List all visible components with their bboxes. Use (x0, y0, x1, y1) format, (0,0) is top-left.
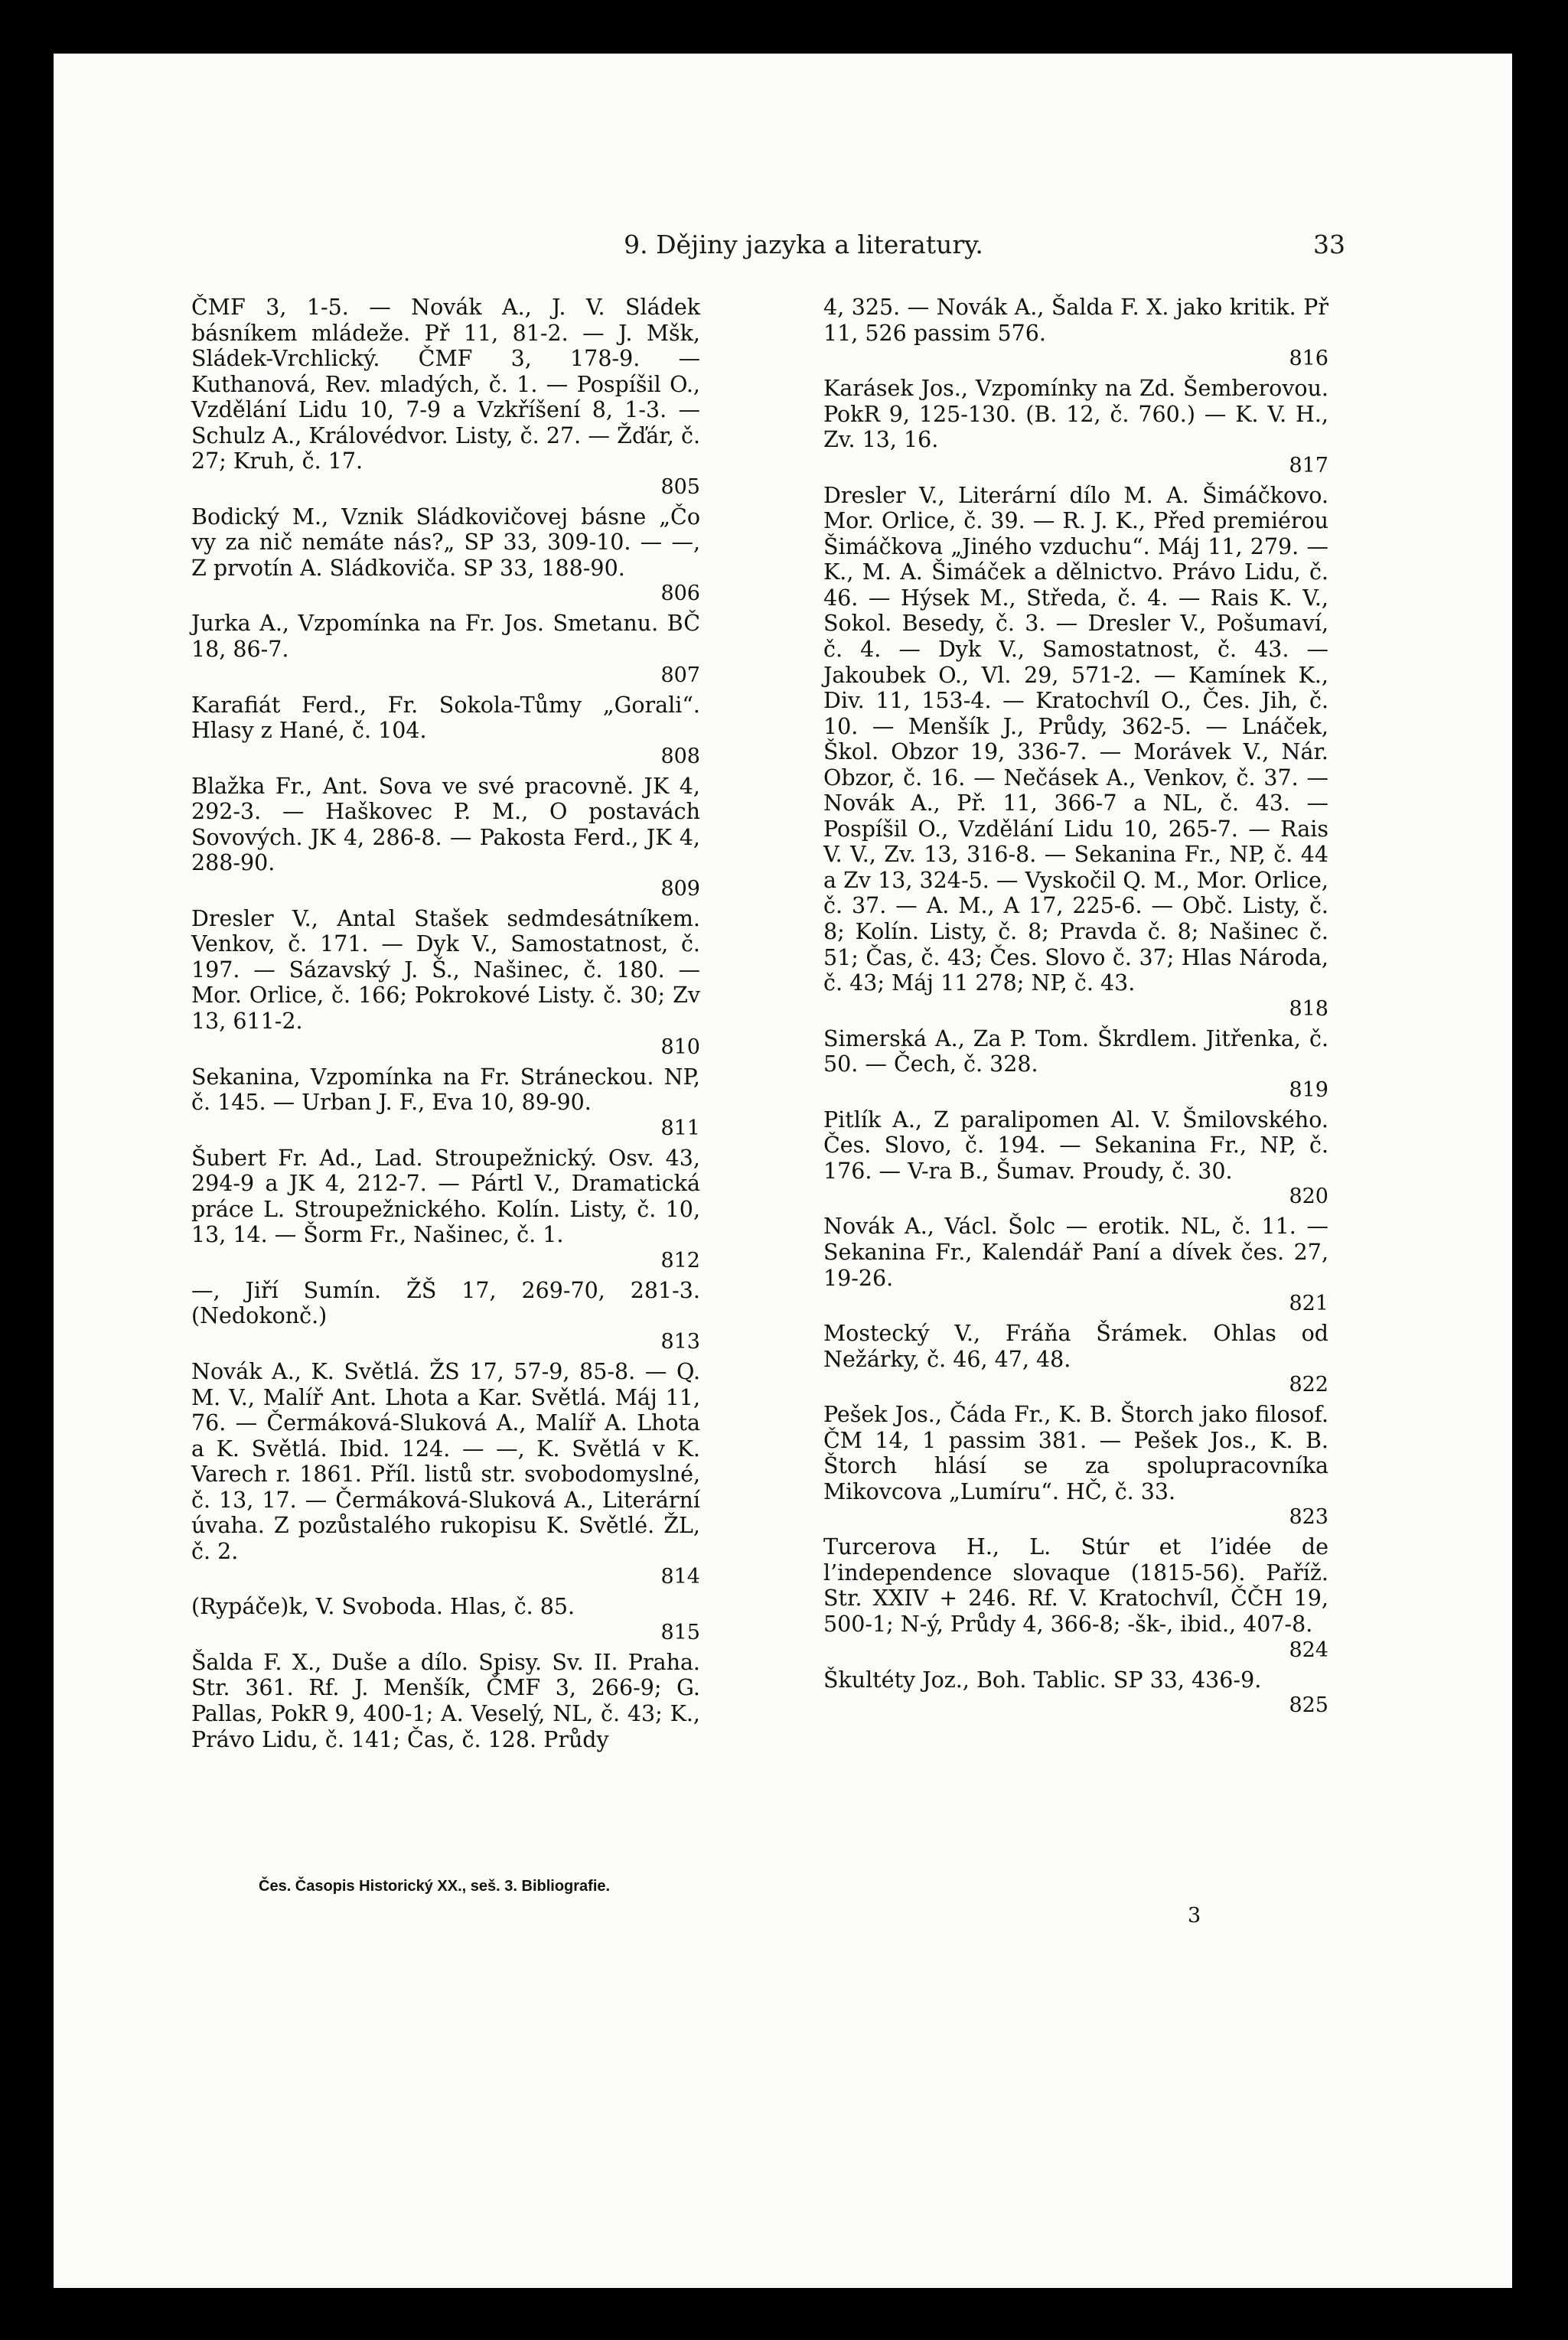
running-head-title: 9. Dějiny jazyka a literatury. (624, 230, 983, 259)
entry-text: Turcerova H., L. Stúr et l’idée de l’independence slovaque (1815-56). Paříž. Str. XXIV + 246. Rf. V. Kratochvíl, ČČH 19, 500-1; N-ý, Průdy 4, 366-8; -šk-, ibid., 407-8. (823, 1534, 1328, 1637)
bibliography-entry (191, 906, 700, 1060)
bibliography-entry (191, 1594, 700, 1645)
bibliography-entry (823, 1026, 1328, 1103)
entry-text: Blažka Fr., Ant. Sova ve své pracovně. JK 4, 292-3. — Haškovec P. M., O postavách Sovových. JK 4, 286-8. — Pakosta Ferd., JK 4, 288-90. (191, 773, 700, 876)
entry-text: Dresler V., Antal Stašek sedmdesátníkem. Venkov, č. 171. — Dyk V., Samostatnost, č. 197. — Sázavský J. Š., Našinec, č. 180. — Mor. Orlice, č. 166; Pokrokové Listy. č. 30; Zv 13, 611-2. (191, 905, 700, 1035)
entry-text: ČMF 3, 1-5. — Novák A., J. V. Sládek básníkem mládeže. Př 11, 81-2. — J. Mšk, Sládek-Vrchlický. ČMF 3, 178-9. — Kuthanová, Rev. mladých, č. 1. — Pospíšil O., Vzdělání Lidu 10, 7-9 a Vzkříšení 8, 1-3. — Schulz A., Královédvor. Listy, č. 27. — Žďár, č. 27; Kruh, č. 17. (191, 295, 700, 474)
entry-number: 812 (660, 1248, 700, 1273)
entry-number: 824 (1289, 1638, 1328, 1662)
entry-number: 807 (660, 663, 700, 687)
entry-text: Karafiát Ferd., Fr. Sokola-Tůmy „Gorali“. Hlasy z Hané, č. 104. (191, 692, 700, 744)
entry-text: Jurka A., Vzpomínka na Fr. Jos. Smetanu. BČ 18, 86-7. (191, 611, 700, 663)
entry-number: 811 (660, 1116, 700, 1140)
entry-number: 819 (1289, 1077, 1328, 1102)
entry-number: 825 (1289, 1693, 1328, 1718)
bibliography-entry (191, 1064, 700, 1141)
bibliography-entry (823, 1107, 1328, 1210)
entry-number: 805 (660, 474, 700, 499)
entry-number: 813 (660, 1329, 700, 1354)
entry-number: 808 (660, 744, 700, 768)
page (54, 54, 1512, 2288)
bibliography-entry (191, 774, 700, 901)
entry-text: Simerská A., Za P. Tom. Škrdlem. Jitřenka, č. 50. — Čech, č. 328. (823, 1025, 1328, 1077)
left-column (191, 295, 700, 1757)
entry-number: 817 (1289, 453, 1328, 477)
entry-text: Bodický M., Vznik Sládkovičovej básne „Čo vy za nič nemáte nás?„ SP 33, 309-10. — —, Z prvotín A. Sládkoviča. SP 33, 188-90. (191, 504, 700, 581)
footer-page-number: 3 (1188, 1904, 1201, 1928)
right-column (823, 295, 1328, 1722)
entry-text: (Rypáče)k, V. Svoboda. Hlas, č. 85. (191, 1594, 575, 1620)
running-head-page-number: 33 (1313, 230, 1345, 259)
bibliography-entry (191, 504, 700, 607)
entry-number: 806 (660, 582, 700, 606)
bibliography-entry (823, 483, 1328, 1022)
entry-text: 4, 325. — Novák A., Šalda F. X. jako kritik. Př 11, 526 passim 576. (823, 295, 1328, 346)
entry-number: 816 (1289, 347, 1328, 371)
entry-text: Škultéty Joz., Boh. Tablic. SP 33, 436-9. (823, 1667, 1262, 1693)
entry-text: Šubert Fr. Ad., Lad. Stroupežnický. Osv. 43, 294-9 a JK 4, 212-7. — Pártl V., Dramatická práce L. Stroupežnického. Kolín. Listy, č. 10, 13, 14. — Šorm Fr., Našinec, č. 1. (191, 1145, 700, 1248)
footer-source: Čes. Časopis Historický XX., seš. 3. Bibliografie. (259, 1878, 611, 1895)
bibliography-entry (823, 1534, 1328, 1662)
entry-text: Mostecký V., Fráňa Šrámek. Ohlas od Nežárky, č. 46, 47, 48. (823, 1321, 1328, 1372)
entry-number: 820 (1289, 1185, 1328, 1209)
entry-text: Šalda F. X., Duše a dílo. Spisy. Sv. II. Praha. Str. 361. Rf. J. Menšík, ČMF 3, 266-9; G. Pallas, PokR 9, 400-1; A. Veselý, NL, č. 43; K., Právo Lidu, č. 141; Čas, č. 128. Průdy (191, 1649, 700, 1752)
entry-number: 821 (1289, 1292, 1328, 1316)
entry-text: —, Jiří Sumín. ŽŠ 17, 269-70, 281-3. (Nedokonč.) (191, 1277, 700, 1329)
entry-number: 822 (1289, 1373, 1328, 1397)
bibliography-entry (191, 611, 700, 687)
bibliography-entry (191, 1650, 700, 1752)
bibliography-entry (823, 1402, 1328, 1530)
bibliography-entry (823, 1667, 1328, 1719)
entry-number: 815 (660, 1620, 700, 1644)
bibliography-entry (191, 1146, 700, 1273)
entry-text: Novák A., K. Světlá. ŽS 17, 57-9, 85-8. — Q. M. V., Malíř Ant. Lhota a Kar. Světlá. Máj 11, 76. — Čermáková-Sluková A., Malíř A. Lhota a K. Světlá. Ibid. 124. — —, K. Světlá v K. Varech r. 1861. Příl. listů str. svobodomyslné, č. 13, 17. — Čermáková-Sluková A., Literární úvaha. Z pozůstalého rukopisu K. Světlé. ŽL, č. 2. (191, 1358, 700, 1564)
bibliography-entry (191, 693, 700, 769)
bibliography-entry (191, 1278, 700, 1354)
entry-number: 814 (660, 1565, 700, 1589)
bibliography-entry (823, 1214, 1328, 1316)
entry-text: Novák A., Václ. Šolc — erotik. NL, č. 11. — Sekanina Fr., Kalendář Paní a dívek čes. 27, 19-26. (823, 1214, 1328, 1291)
entry-text: Pitlík A., Z paralipomen Al. V. Šmilovského. Čes. Slovo, č. 194. — Sekanina Fr., NP, č. 176. — V-ra B., Šumav. Proudy, č. 30. (823, 1106, 1328, 1184)
entry-number: 809 (660, 876, 700, 901)
bibliography-entry (823, 376, 1328, 478)
entry-number: 823 (1289, 1505, 1328, 1530)
bibliography-entry (191, 1359, 700, 1589)
entry-text: Sekanina, Vzpomínka na Fr. Stráneckou. NP, č. 145. — Urban J. F., Eva 10, 89-90. (191, 1064, 700, 1116)
entry-number: 810 (660, 1035, 700, 1059)
entry-text: Karásek Jos., Vzpomínky na Zd. Šemberovou. PokR 9, 125-130. (B. 12, č. 760.) — K. V. H., Zv. 13, 16. (823, 376, 1328, 453)
bibliography-entry (823, 295, 1328, 371)
bibliography-entry (191, 295, 700, 500)
bibliography-entry (823, 1321, 1328, 1397)
entry-text: Dresler V., Literární dílo M. A. Šimáčkovo. Mor. Orlice, č. 39. — R. J. K., Před premiérou Šimáčkova „Jiného vzduchu“. Máj 11, 279. — K., M. A. Šimáček a dělnictvo. Právo Lidu, č. 46. — Hýsek M., Středa, č. 4. — Rais K. V., Sokol. Besedy, č. 3. — Dresler V., Pošumaví, č. 4. — Dyk V., Samostatnost, č. 43. — Jakoubek O., Vl. 29, 571-2. — Kamínek K., Div. 11, 153-4. — Kratochvíl O., Čes. Jih, č. 10. — Menšík J., Průdy, 362-5. — Lnáček, Škol. Obzor 19, 336-7. — Morávek V., Nár. Obzor, č. 16. — Nečásek A., Venkov, č. 37. — Novák A., Př. 11, 366-7 a NL, č. 43. — Pospíšil O., Vzdělání Lidu 10, 265-7. — Rais V. V., Zv. 13, 316-8. — Sekanina Fr., NP, č. 44 a Zv 13, 324-5. — Vyskočil Q. M., Mor. Orlice, č. 37. — A. M., A 17, 225-6. — Obč. Listy, č. 8; Kolín. Listy, č. 8; Pravda č. 8; Našinec č. 51; Čas, č. 43; Čes. Slovo č. 37; Hlas Národa, č. 43; Máj 11 278; NP, č. 43. (823, 482, 1328, 996)
entry-text: Pešek Jos., Čáda Fr., K. B. Štorch jako filosof. ČM 14, 1 passim 381. — Pešek Jos., K. B. Štorch hlásí se za spolupracovníka Mikovcova „Lumíru“. HČ, č. 33. (823, 1402, 1328, 1504)
entry-number: 818 (1289, 996, 1328, 1021)
